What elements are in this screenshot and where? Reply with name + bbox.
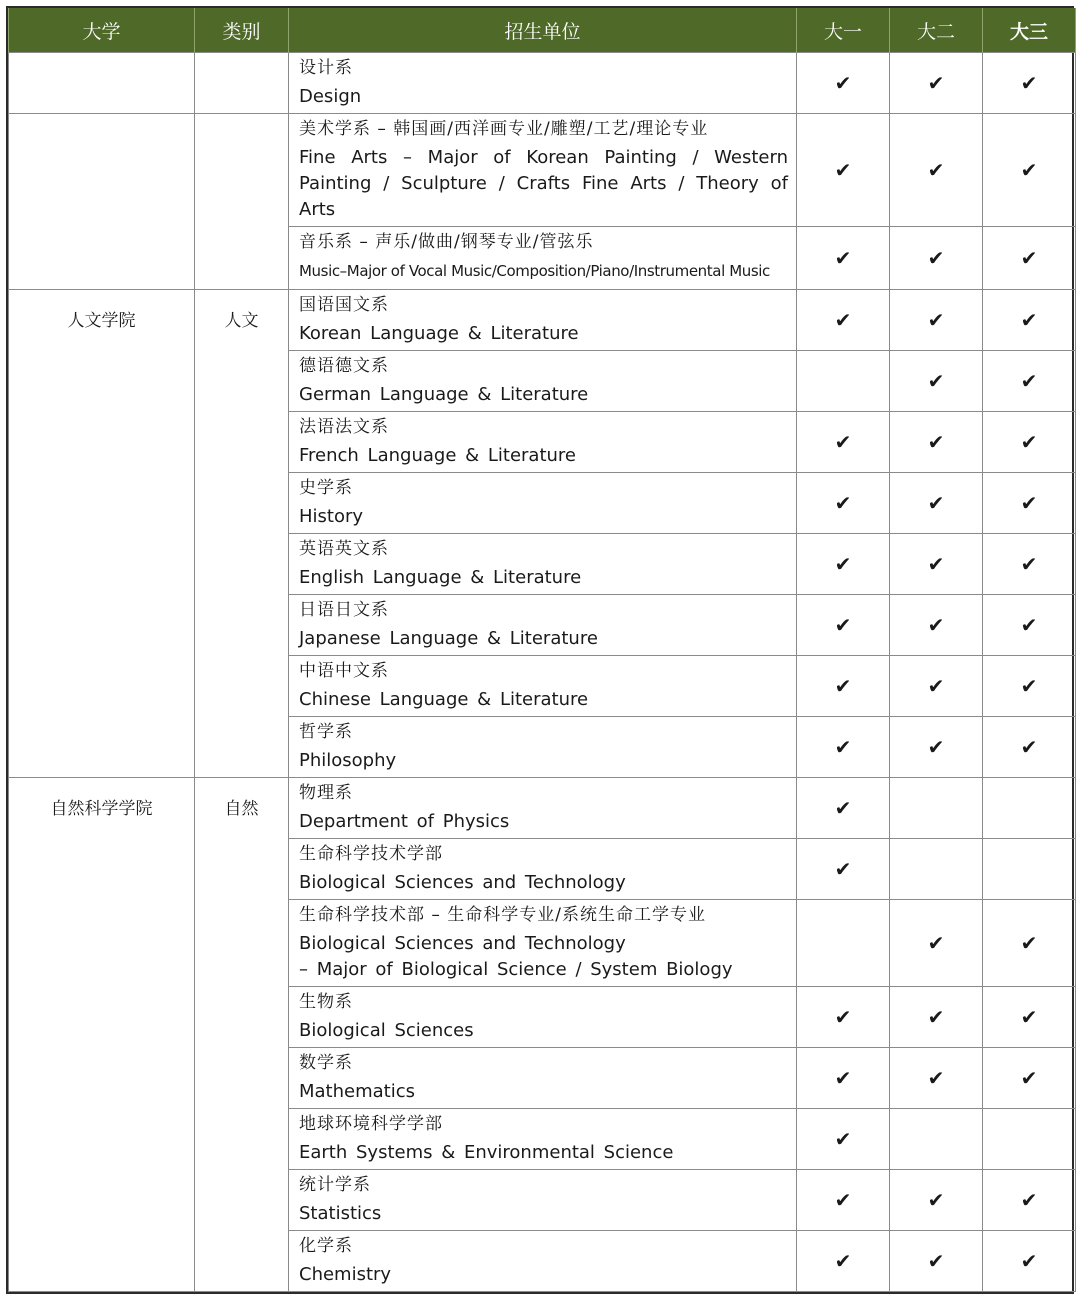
category-cell-empty bbox=[195, 114, 289, 290]
year1-check: ✔ bbox=[797, 290, 890, 351]
unit-name-en: Japanese Language & Literature bbox=[299, 628, 598, 649]
unit-name-en: Music–Major of Vocal Music/Composition/Piano/Instrumental Music bbox=[299, 262, 770, 280]
header-row bbox=[9, 8, 1076, 53]
year3-check: ✔ bbox=[983, 1048, 1076, 1109]
year1-check bbox=[797, 351, 890, 412]
year2-check: ✔ bbox=[890, 290, 983, 351]
unit-cell bbox=[289, 1109, 797, 1170]
unit-name-zh: 数学系 bbox=[299, 1053, 353, 1073]
year2-check: ✔ bbox=[890, 53, 983, 114]
year2-check: ✔ bbox=[890, 534, 983, 595]
unit-cell bbox=[289, 351, 797, 412]
university-cell-empty bbox=[9, 114, 195, 290]
unit-name-en: French Language & Literature bbox=[299, 445, 577, 466]
year2-check: ✔ bbox=[890, 595, 983, 656]
unit-name-en: History bbox=[299, 506, 364, 527]
unit-name-zh: 美术学系 – 韩国画/西洋画专业/雕塑/工艺/理论专业 bbox=[299, 119, 709, 139]
category-cell-humanities: 人文 bbox=[195, 290, 289, 778]
year2-check: ✔ bbox=[890, 114, 983, 227]
unit-cell bbox=[289, 114, 797, 227]
table-row bbox=[9, 53, 1076, 114]
unit-name-en: Biological Sciences bbox=[299, 1020, 474, 1041]
year1-check: ✔ bbox=[797, 534, 890, 595]
header-year3: 大三 bbox=[983, 8, 1076, 53]
unit-name-en: Biological Sciences and Technology bbox=[299, 872, 626, 893]
unit-name-zh: 中语中文系 bbox=[299, 661, 389, 681]
university-cell-natural: 自然科学学院 bbox=[9, 778, 195, 1292]
university-cell-empty bbox=[9, 53, 195, 114]
unit-name-en: Chinese Language & Literature bbox=[299, 689, 589, 710]
year3-check: ✔ bbox=[983, 53, 1076, 114]
year1-check: ✔ bbox=[797, 656, 890, 717]
year3-check: ✔ bbox=[983, 1231, 1076, 1292]
unit-cell bbox=[289, 656, 797, 717]
unit-name-en: Korean Language & Literature bbox=[299, 323, 579, 344]
year2-check: ✔ bbox=[890, 656, 983, 717]
unit-cell bbox=[289, 227, 797, 290]
unit-cell bbox=[289, 900, 797, 987]
year3-check: ✔ bbox=[983, 351, 1076, 412]
admissions-table-container bbox=[6, 6, 1074, 1294]
year2-check bbox=[890, 1109, 983, 1170]
year2-check: ✔ bbox=[890, 227, 983, 290]
header-unit: 招生单位 bbox=[289, 8, 797, 53]
year3-check: ✔ bbox=[983, 1170, 1076, 1231]
unit-cell bbox=[289, 1048, 797, 1109]
year1-check: ✔ bbox=[797, 473, 890, 534]
header-university: 大学 bbox=[9, 8, 195, 53]
unit-name-zh: 德语德文系 bbox=[299, 356, 389, 376]
year3-check: ✔ bbox=[983, 987, 1076, 1048]
university-cell-humanities: 人文学院 bbox=[9, 290, 195, 778]
unit-cell bbox=[289, 1231, 797, 1292]
unit-name-en: Statistics bbox=[299, 1203, 382, 1224]
unit-name-en: Mathematics bbox=[299, 1081, 415, 1102]
unit-name-en-line2: – Major of Biological Science / System Biology bbox=[299, 959, 733, 980]
unit-cell bbox=[289, 412, 797, 473]
year3-check: ✔ bbox=[983, 534, 1076, 595]
unit-name-en: Design bbox=[299, 86, 362, 107]
year3-check: ✔ bbox=[983, 227, 1076, 290]
year2-check: ✔ bbox=[890, 1231, 983, 1292]
unit-cell bbox=[289, 534, 797, 595]
unit-name-zh: 生物系 bbox=[299, 992, 353, 1012]
year2-check: ✔ bbox=[890, 351, 983, 412]
unit-cell bbox=[289, 1170, 797, 1231]
unit-name-en: Philosophy bbox=[299, 750, 397, 771]
unit-name-zh: 英语英文系 bbox=[299, 539, 389, 559]
year3-check bbox=[983, 1109, 1076, 1170]
unit-cell bbox=[289, 53, 797, 114]
year3-check: ✔ bbox=[983, 595, 1076, 656]
year2-check bbox=[890, 778, 983, 839]
unit-name-zh: 法语法文系 bbox=[299, 417, 389, 437]
header-year2: 大二 bbox=[890, 8, 983, 53]
table-row bbox=[9, 114, 1076, 227]
header-year1: 大一 bbox=[797, 8, 890, 53]
unit-name-zh: 化学系 bbox=[299, 1236, 353, 1256]
unit-name-zh: 生命科学技术部 – 生命科学专业/系统生命工学专业 bbox=[299, 905, 707, 925]
year1-check: ✔ bbox=[797, 839, 890, 900]
year3-check: ✔ bbox=[983, 473, 1076, 534]
unit-name-en: English Language & Literature bbox=[299, 567, 582, 588]
unit-name-zh: 史学系 bbox=[299, 478, 353, 498]
year1-check: ✔ bbox=[797, 778, 890, 839]
year3-check bbox=[983, 778, 1076, 839]
unit-name-en: Earth Systems & Environmental Science bbox=[299, 1142, 674, 1163]
unit-cell bbox=[289, 717, 797, 778]
year2-check: ✔ bbox=[890, 473, 983, 534]
unit-name-zh: 设计系 bbox=[299, 58, 353, 78]
unit-cell bbox=[289, 839, 797, 900]
year2-check: ✔ bbox=[890, 987, 983, 1048]
year1-check: ✔ bbox=[797, 595, 890, 656]
unit-cell bbox=[289, 987, 797, 1048]
year1-check: ✔ bbox=[797, 717, 890, 778]
year2-check: ✔ bbox=[890, 900, 983, 987]
unit-name-en: Fine Arts – Major of Korean Painting / Western Painting / Sculpture / Crafts Fine Arts / Theory of Arts bbox=[299, 147, 788, 220]
unit-cell bbox=[289, 778, 797, 839]
year1-check: ✔ bbox=[797, 1109, 890, 1170]
header-category: 类别 bbox=[195, 8, 289, 53]
year1-check: ✔ bbox=[797, 1170, 890, 1231]
unit-name-en: German Language & Literature bbox=[299, 384, 589, 405]
unit-name-zh: 哲学系 bbox=[299, 722, 353, 742]
year2-check: ✔ bbox=[890, 1048, 983, 1109]
year1-check: ✔ bbox=[797, 1048, 890, 1109]
year3-check: ✔ bbox=[983, 290, 1076, 351]
unit-name-zh: 国语国文系 bbox=[299, 295, 389, 315]
year1-check: ✔ bbox=[797, 987, 890, 1048]
year1-check: ✔ bbox=[797, 1231, 890, 1292]
unit-name-zh: 物理系 bbox=[299, 783, 353, 803]
year2-check bbox=[890, 839, 983, 900]
year3-check: ✔ bbox=[983, 656, 1076, 717]
unit-cell bbox=[289, 595, 797, 656]
year1-check: ✔ bbox=[797, 412, 890, 473]
category-cell-natural: 自然 bbox=[195, 778, 289, 1292]
year1-check bbox=[797, 900, 890, 987]
unit-name-en: Chemistry bbox=[299, 1264, 392, 1285]
unit-name-zh: 统计学系 bbox=[299, 1175, 371, 1195]
unit-name-en: Department of Physics bbox=[299, 811, 510, 832]
year3-check bbox=[983, 839, 1076, 900]
year3-check: ✔ bbox=[983, 717, 1076, 778]
year1-check: ✔ bbox=[797, 53, 890, 114]
unit-name-zh: 音乐系 – 声乐/做曲/钢琴专业/管弦乐 bbox=[299, 232, 594, 252]
table-row bbox=[9, 290, 1076, 351]
year2-check: ✔ bbox=[890, 717, 983, 778]
unit-name-zh: 日语日文系 bbox=[299, 600, 389, 620]
year3-check: ✔ bbox=[983, 900, 1076, 987]
unit-cell bbox=[289, 473, 797, 534]
year2-check: ✔ bbox=[890, 1170, 983, 1231]
year1-check: ✔ bbox=[797, 114, 890, 227]
unit-name-en: Biological Sciences and Technology bbox=[299, 933, 626, 954]
admissions-table bbox=[8, 8, 1076, 1292]
unit-name-zh: 生命科学技术学部 bbox=[299, 844, 443, 864]
unit-name-zh: 地球环境科学学部 bbox=[299, 1114, 443, 1134]
year1-check: ✔ bbox=[797, 227, 890, 290]
unit-cell bbox=[289, 290, 797, 351]
category-cell-empty bbox=[195, 53, 289, 114]
table-row bbox=[9, 778, 1076, 839]
year2-check: ✔ bbox=[890, 412, 983, 473]
year3-check: ✔ bbox=[983, 114, 1076, 227]
year3-check: ✔ bbox=[983, 412, 1076, 473]
